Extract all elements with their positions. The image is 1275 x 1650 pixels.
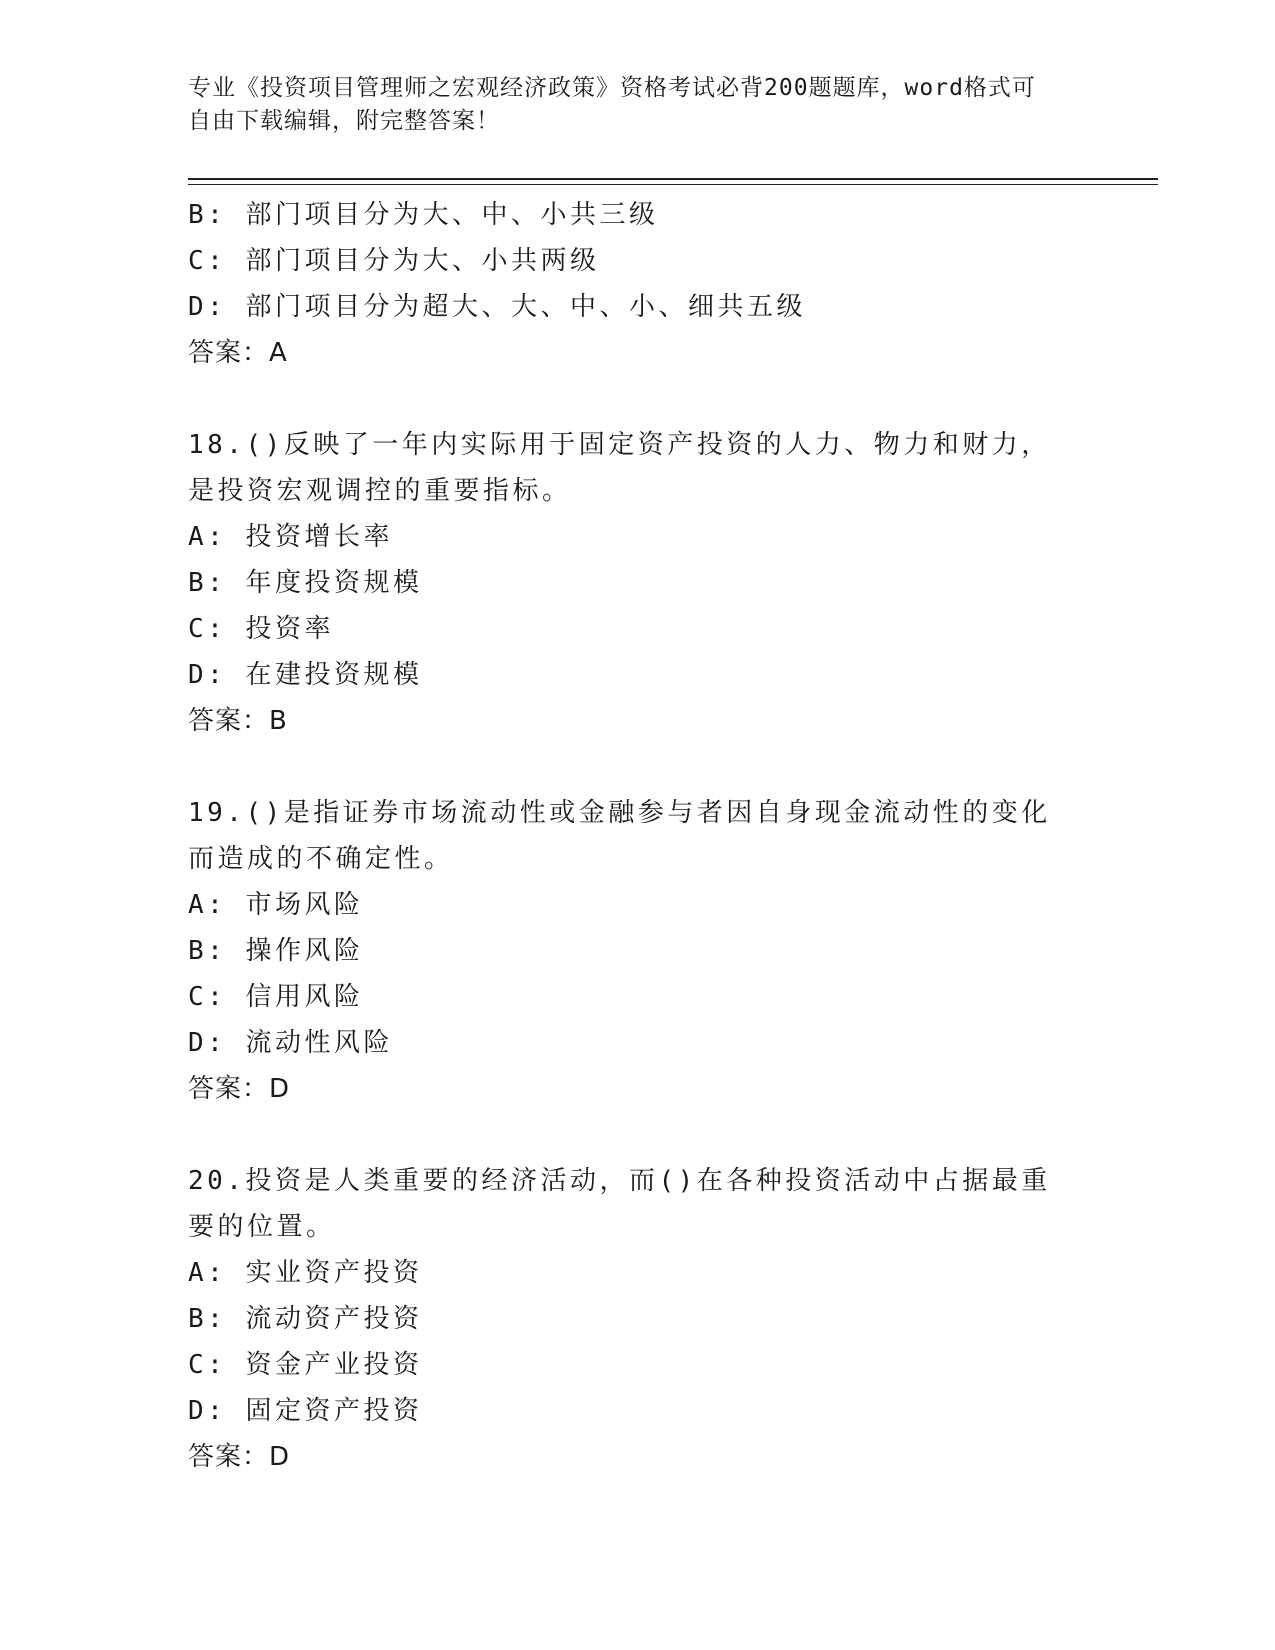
option-c: C: 部门项目分为大、小共两级 bbox=[188, 246, 600, 276]
question-content bbox=[188, 192, 1088, 1480]
option-b: B: 部门项目分为大、中、小共三级 bbox=[188, 200, 659, 230]
document-header bbox=[188, 72, 1068, 138]
option-d: D: 固定资产投资 bbox=[188, 1396, 423, 1426]
question-18 bbox=[188, 422, 1088, 744]
question-20 bbox=[188, 1158, 1088, 1480]
option-a: A: 实业资产投资 bbox=[188, 1258, 423, 1288]
option-d: D: 流动性风险 bbox=[188, 1028, 393, 1058]
option-b: B: 年度投资规模 bbox=[188, 568, 423, 598]
option-b: B: 流动资产投资 bbox=[188, 1304, 423, 1334]
option-d: D: 在建投资规模 bbox=[188, 660, 423, 690]
question-19 bbox=[188, 790, 1088, 1112]
header-rule-thin bbox=[188, 184, 1158, 185]
header-line-1: 专业《投资项目管理师之宏观经济政策》资格考试必背200题题库，word格式可 bbox=[188, 75, 1036, 101]
header-rule-thick bbox=[188, 178, 1158, 180]
question-text: 19.()是指证券市场流动性或金融参与者因自身现金流动性的变化而造成的不确定性。 bbox=[188, 798, 1051, 874]
option-c: C: 信用风险 bbox=[188, 982, 364, 1012]
answer-line: 答案：A bbox=[188, 338, 288, 368]
header-line-2: 自由下载编辑，附完整答案！ bbox=[188, 108, 500, 134]
option-b: B: 操作风险 bbox=[188, 936, 364, 966]
answer-line: 答案：D bbox=[188, 1074, 291, 1104]
option-d: D: 部门项目分为超大、大、中、小、细共五级 bbox=[188, 292, 806, 322]
option-a: A: 投资增长率 bbox=[188, 522, 393, 552]
option-a: A: 市场风险 bbox=[188, 890, 364, 920]
answer-line: 答案：D bbox=[188, 1442, 291, 1472]
question-text: 20.投资是人类重要的经济活动，而()在各种投资活动中占据最重要的位置。 bbox=[188, 1166, 1051, 1242]
question-text: 18.()反映了一年内实际用于固定资产投资的人力、物力和财力，是投资宏观调控的重要指标。 bbox=[188, 430, 1051, 506]
option-c: C: 资金产业投资 bbox=[188, 1350, 423, 1380]
answer-line: 答案：B bbox=[188, 706, 288, 736]
option-c: C: 投资率 bbox=[188, 614, 334, 644]
question-17-tail bbox=[188, 192, 1088, 376]
